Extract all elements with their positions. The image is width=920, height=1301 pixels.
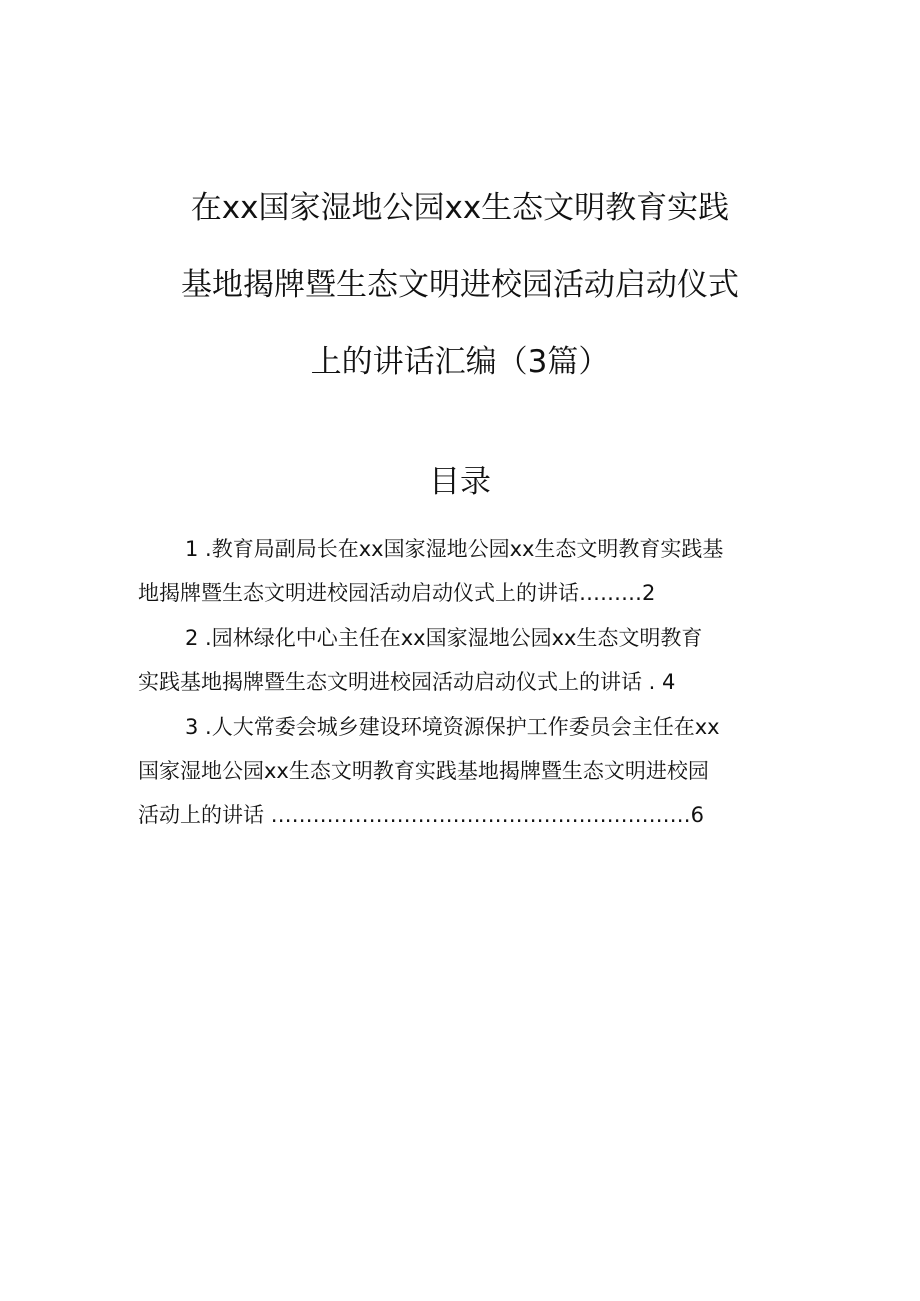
toc-entry-2[interactable] [138, 616, 788, 704]
toc-entry-3-line-3: 活动上的讲话 ……………………………………………………6 [138, 803, 705, 827]
toc-entry-3[interactable] [138, 705, 788, 837]
toc-entry-1-line-1: 1 .教育局副局长在xx国家湿地公园xx生态文明教育实践基 [185, 537, 724, 561]
toc-entry-3-line-2: 国家湿地公园xx生态文明教育实践基地揭牌暨生态文明进校园 [138, 759, 709, 783]
toc-heading: 目录 [429, 464, 491, 500]
toc-entry-2-line-2: 实践基地揭牌暨生态文明进校园活动启动仪式上的讲话 . 4 [138, 670, 676, 694]
title-line-3: 上的讲话汇编（3篇） [310, 344, 610, 380]
toc-entry-3-line-1: 3 .人大常委会城乡建设环境资源保护工作委员会主任在xx [185, 715, 720, 739]
title-line-1: 在xx国家湿地公园xx生态文明教育实践 [190, 190, 730, 226]
toc-entry-2-line-1: 2 .园林绿化中心主任在xx国家湿地公园xx生态文明教育 [185, 626, 703, 650]
table-of-contents [138, 527, 788, 838]
toc-entry-1[interactable] [138, 527, 788, 615]
document-title [100, 170, 820, 401]
title-line-2: 基地揭牌暨生态文明进校园活动启动仪式 [181, 267, 739, 303]
toc-entry-1-line-2: 地揭牌暨生态文明进校园活动启动仪式上的讲话………2 [138, 581, 656, 605]
